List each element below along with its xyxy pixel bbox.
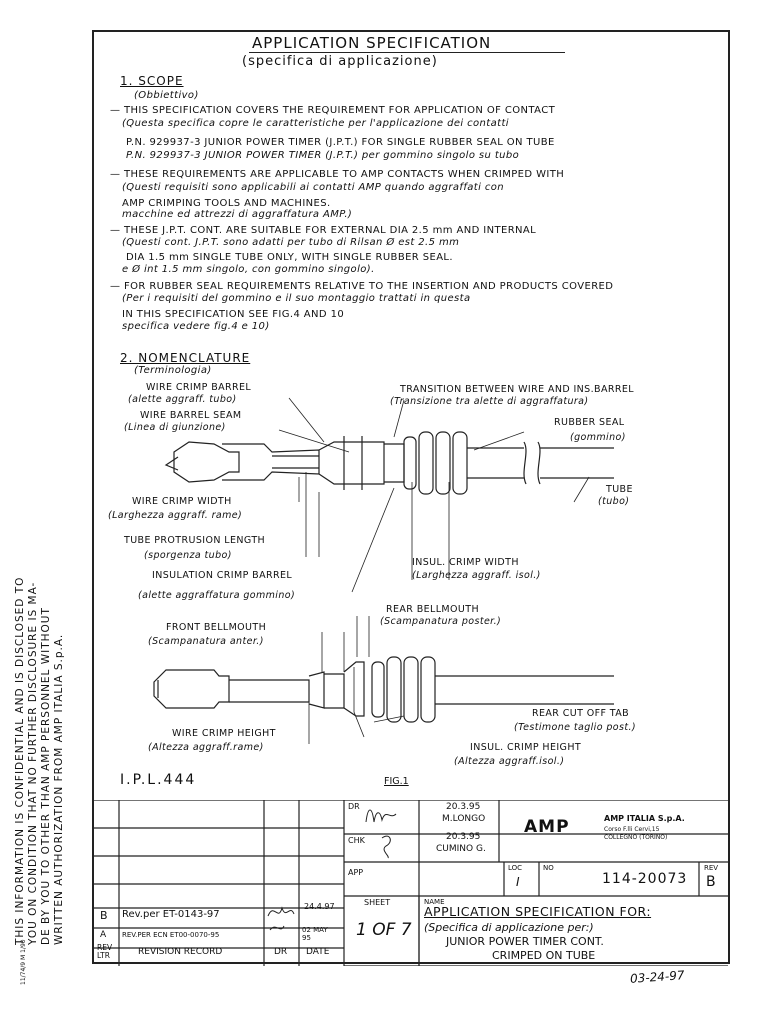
page-subtitle: (specifica di applicazione)	[242, 54, 438, 69]
sheet-value: 1 OF 7	[356, 920, 412, 940]
loc-label: LOC	[508, 864, 523, 872]
label-wire-crimp-barrel: WIRE CRIMP BARREL	[146, 382, 252, 393]
nomenclature-heading: 2. NOMENCLATURE	[120, 351, 251, 365]
scope-line: e Ø int 1.5 mm singolo, con gommino singolo).	[122, 264, 375, 275]
label-rear-cut-off-tab: REAR CUT OFF TAB	[532, 708, 630, 719]
rev-header-desc: REVISION RECORD	[138, 947, 223, 957]
scope-line: — THESE REQUIREMENTS ARE APPLICABLE TO AMP CONTACTS WHEN CRIMPED WITH	[110, 169, 565, 180]
label-wire-crimp-width: WIRE CRIMP WIDTH	[132, 496, 232, 507]
scope-line: DIA 1.5 mm SINGLE TUBE ONLY, WITH SINGLE RUBBER SEAL.	[126, 252, 453, 263]
label-transition: TRANSITION BETWEEN WIRE AND INS.BARREL	[400, 384, 634, 395]
scope-line: AMP CRIMPING TOOLS AND MACHINES.	[122, 198, 331, 209]
label-rear-bellmouth-it: (Scampanatura poster.)	[380, 616, 502, 627]
loc-value: I	[516, 875, 520, 889]
label-insul-crimp-height-it: (Altezza aggraff.isol.)	[454, 756, 565, 767]
signature-scribbles	[264, 900, 344, 936]
label-insul-crimp-width-it: (Larghezza aggraff. isol.)	[412, 570, 541, 581]
label-insul-crimp-barrel: INSULATION CRIMP BARREL	[152, 570, 293, 581]
label-tube-protrusion-it: (sporgenza tubo)	[144, 550, 232, 561]
document-number: 114-20073	[602, 871, 688, 887]
label-wire-crimp-height-it: (Altezza aggraff.rame)	[148, 742, 264, 753]
label-insul-crimp-width: INSUL. CRIMP WIDTH	[412, 557, 519, 568]
dr-label: DR	[348, 802, 360, 811]
scope-line: P.N. 929937-3 JUNIOR POWER TIMER (J.P.T.) per gommino singolo su tubo	[126, 150, 520, 161]
scope-line: (Per i requisiti del gommino e il suo montaggio trattati in questa	[122, 293, 471, 304]
label-wire-crimp-height: WIRE CRIMP HEIGHT	[172, 728, 276, 739]
no-label: NO	[543, 864, 554, 872]
dr-name: M.LONGO	[442, 814, 486, 824]
label-wire-crimp-width-it: (Larghezza aggraff. rame)	[108, 510, 243, 521]
scope-line: — FOR RUBBER SEAL REQUIREMENTS RELATIVE TO THE INSERTION AND PRODUCTS COVERED	[110, 281, 614, 292]
page-title: APPLICATION SPECIFICATION	[252, 34, 492, 52]
date-stamp: 03-24-97	[629, 968, 685, 986]
name-line-3: JUNIOR POWER TIMER CONT.	[446, 935, 604, 948]
sheet-label: SHEET	[364, 898, 391, 907]
rev-row-desc: REV.PER ECN ET00-0070-95	[122, 931, 220, 939]
label-rubber-seal: RUBBER SEAL	[554, 417, 625, 428]
scope-line: (Questi cont. J.P.T. sono adatti per tubo di Rilsan Ø est 2.5 mm	[122, 237, 460, 248]
confidential-line: WRITTEN AUTHORIZATION FROM AMP ITALIA S.p.A.	[53, 633, 65, 945]
label-rear-cut-off-tab-it: (Testimone taglio post.)	[514, 722, 636, 733]
drawing-sheet	[92, 30, 730, 964]
rev-row-ltr: A	[100, 930, 107, 940]
figure-caption: FIG.1	[384, 776, 409, 787]
confidential-line: YOU ON CONDITION THAT NO FURTHER DISCLOSURE IS MA-	[27, 581, 39, 945]
label-tube: TUBE	[606, 484, 633, 495]
scope-line: macchine ed attrezzi di aggraffatura AMP.)	[122, 209, 353, 220]
rev-header-ltr: REV LTR	[97, 943, 113, 960]
nomenclature-heading-it: (Terminologia)	[134, 365, 212, 376]
scope-line: P.N. 929937-3 JUNIOR POWER TIMER (J.P.T.) FOR SINGLE RUBBER SEAL ON TUBE	[126, 137, 555, 148]
ipl-number: I.P.L.444	[120, 772, 197, 788]
label-wire-barrel-seam-it: (Linea di giunzione)	[124, 422, 226, 433]
label-wire-crimp-barrel-it: (alette aggraff. tubo)	[128, 394, 237, 405]
scope-heading: 1. SCOPE	[120, 74, 184, 88]
label-transition-it: (Transizione tra alette di aggraffatura)	[390, 396, 589, 407]
chk-signature	[376, 830, 406, 860]
scope-line: (Questi requisiti sono applicabili ai contatti AMP quando aggraffati con	[122, 182, 504, 193]
dr-signature	[362, 800, 402, 830]
scope-line: (Questa specifica copre le caratteristiche per l'applicazione dei contatti	[122, 118, 509, 129]
chk-date: 20.3.95	[446, 832, 481, 842]
rev-row-date: 02 MAY 95	[302, 926, 328, 942]
rev-label: REV	[704, 864, 719, 872]
label-tube-it: (tubo)	[598, 496, 630, 507]
dr-date: 20.3.95	[446, 802, 481, 812]
company-city: COLLEGNO (TORINO)	[604, 834, 668, 841]
label-tube-protrusion: TUBE PROTRUSION LENGTH	[124, 535, 266, 546]
name-line-1: APPLICATION SPECIFICATION FOR:	[424, 904, 652, 919]
form-code: 11/74/9 M 1/90	[20, 939, 27, 985]
label-wire-barrel-seam: WIRE BARREL SEAM	[140, 410, 242, 421]
label-rear-bellmouth: REAR BELLMOUTH	[386, 604, 480, 615]
rev-header-date: DATE	[306, 947, 330, 957]
confidential-line: DE BY YOU TO OTHER THAN AMP PERSONNEL WITHOUT	[40, 607, 52, 945]
rev-row-desc: Rev.per ET-0143-97	[122, 909, 220, 920]
confidential-line: THIS INFORMATION IS CONFIDENTIAL AND IS DISCLOSED TO	[14, 576, 26, 945]
scope-line: — THIS SPECIFICATION COVERS THE REQUIREMENT FOR APPLICATION OF CONTACT	[110, 105, 556, 116]
label-rubber-seal-it: (gommino)	[570, 432, 626, 443]
chk-name: CUMINO G.	[436, 844, 486, 854]
app-label: APP	[348, 868, 364, 877]
scope-line: IN THIS SPECIFICATION SEE FIG.4 AND 10	[122, 309, 345, 320]
label-insul-crimp-barrel-it: (alette aggraffatura gommino)	[138, 590, 296, 601]
amp-logo: AMP	[524, 817, 570, 837]
name-label: NAME	[424, 898, 445, 906]
rev-value: B	[706, 874, 716, 890]
label-front-bellmouth-it: (Scampanatura anter.)	[148, 636, 264, 647]
scope-heading-it: (Obbiettivo)	[134, 90, 199, 101]
rev-row-ltr: B	[100, 909, 108, 922]
scope-line: specifica vedere fig.4 e 10)	[122, 321, 270, 332]
label-insul-crimp-height: INSUL. CRIMP HEIGHT	[470, 742, 582, 753]
rev-header-dr: DR	[274, 947, 288, 957]
chk-label: CHK	[348, 836, 365, 845]
confidential-notice	[14, 577, 66, 945]
scope-line: — THESE J.P.T. CONT. ARE SUITABLE FOR EXTERNAL DIA 2.5 mm AND INTERNAL	[110, 225, 537, 236]
name-line-4: CRIMPED ON TUBE	[492, 949, 596, 962]
name-line-2: (Specifica di applicazione per:)	[424, 921, 594, 934]
label-front-bellmouth: FRONT BELLMOUTH	[166, 622, 267, 633]
company-address: Corso F.lli Cervi,15	[604, 826, 660, 833]
rev-row-date: 24.4.97	[304, 902, 335, 911]
company-name: AMP ITALIA S.p.A.	[604, 814, 685, 823]
